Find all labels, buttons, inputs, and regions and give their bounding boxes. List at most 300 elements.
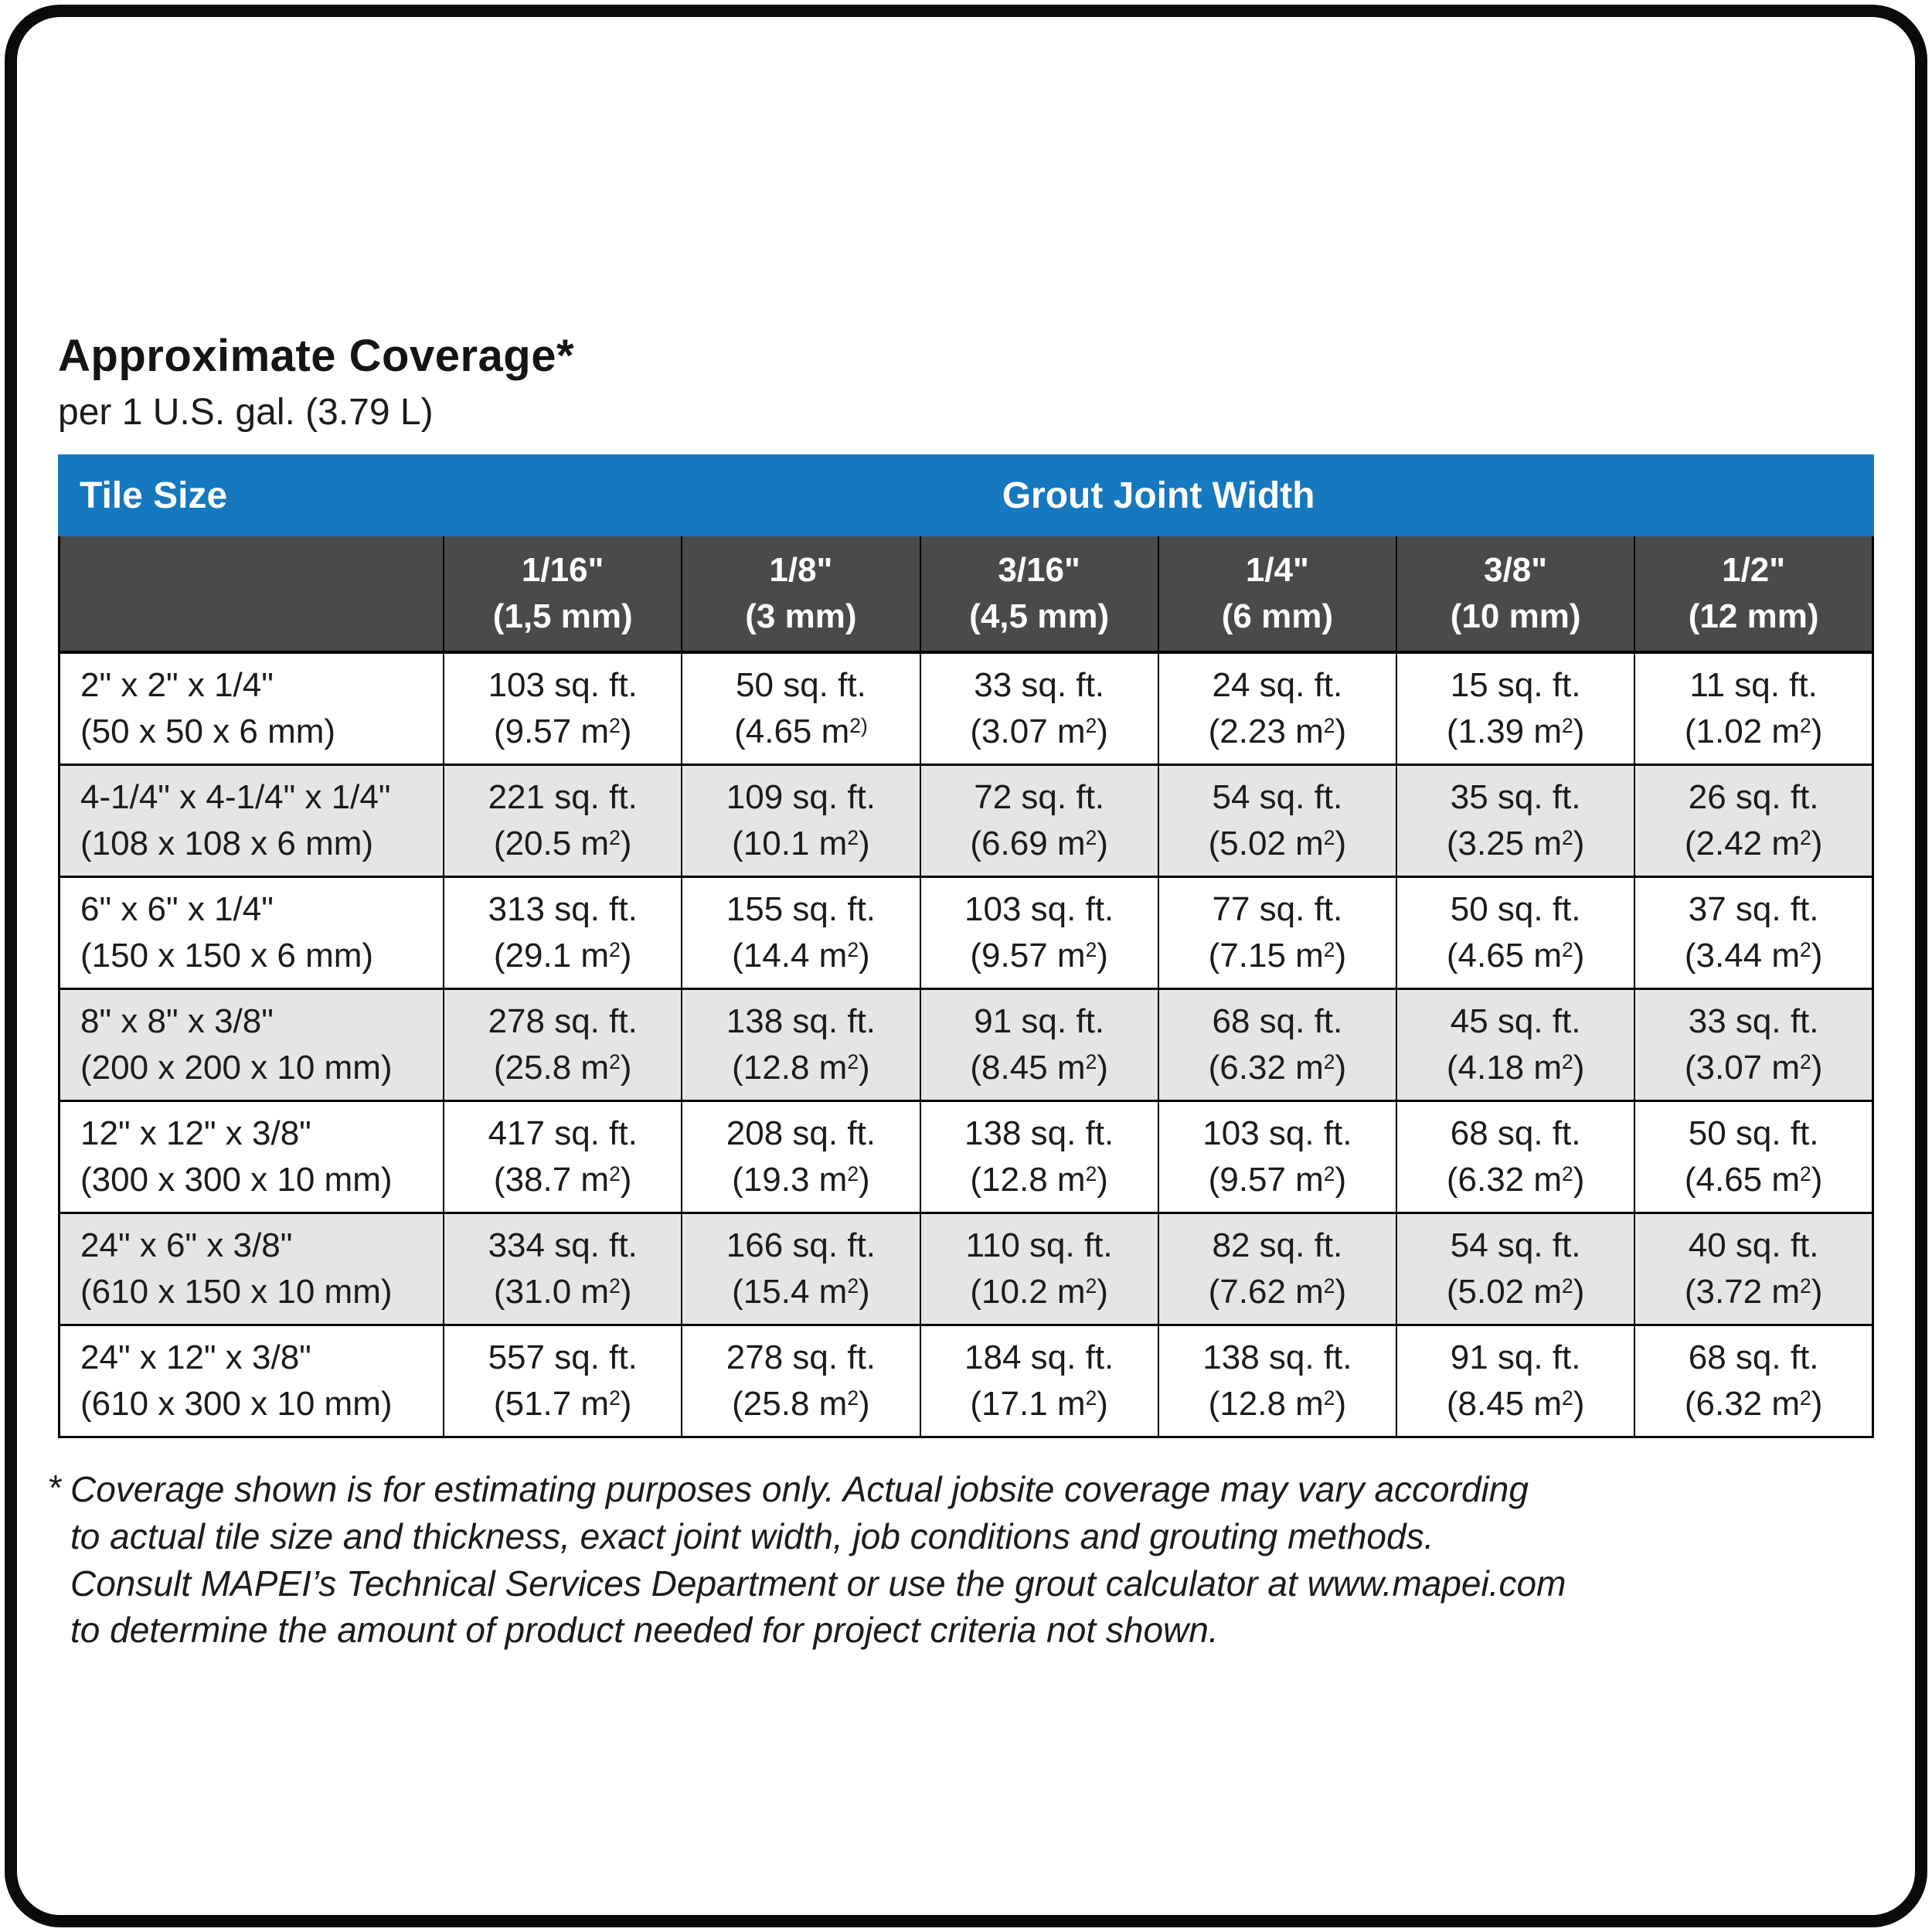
column-metric-label: (4,5 mm) <box>969 597 1110 636</box>
sqft-value: 54 sq. ft. <box>1212 777 1343 816</box>
m2-value <box>1159 1157 1396 1204</box>
m2-text: (3.07 m <box>970 713 1086 751</box>
column-metric-label: (3 mm) <box>745 597 857 636</box>
coverage-cell <box>1634 989 1872 1101</box>
m2-value <box>1635 821 1872 868</box>
m2-close: ) <box>1335 713 1347 751</box>
coverage-cell <box>682 1101 920 1213</box>
coverage-cell <box>682 989 920 1101</box>
coverage-cell <box>920 877 1158 989</box>
coverage-cell <box>1634 1325 1872 1437</box>
tile-size-cell <box>60 652 444 765</box>
coverage-cell <box>444 1325 682 1437</box>
m2-close: ) <box>620 713 632 751</box>
column-size-label: 3/16" <box>998 550 1080 589</box>
tile-size-cell <box>60 1213 444 1325</box>
m2-text: (4.18 m <box>1446 1049 1563 1087</box>
coverage-cell <box>920 765 1158 877</box>
m2-value <box>444 1381 681 1428</box>
m2-superscript: 2 <box>847 1386 859 1410</box>
m2-close: ) <box>859 1273 870 1311</box>
m2-value <box>1159 821 1396 868</box>
m2-value <box>1635 1269 1872 1316</box>
m2-text: (4.65 m <box>1446 937 1563 975</box>
sqft-value: 50 sq. ft. <box>736 665 866 704</box>
m2-text: (5.02 m <box>1208 825 1324 863</box>
sqft-value: 417 sq. ft. <box>488 1114 638 1152</box>
coverage-cell <box>682 877 920 989</box>
m2-superscript: 2 <box>1323 714 1335 738</box>
sqft-value: 77 sq. ft. <box>1212 889 1343 928</box>
m2-close: ) <box>1573 1049 1585 1087</box>
m2-text: (6.32 m <box>1446 1161 1563 1199</box>
m2-superscript: 2 <box>1562 1162 1573 1186</box>
m2-superscript: 2 <box>609 1274 621 1298</box>
sqft-value: 138 sq. ft. <box>964 1114 1114 1152</box>
m2-value <box>1635 1381 1872 1428</box>
coverage-cell <box>920 1101 1158 1213</box>
m2-superscript: 2 <box>1085 938 1097 962</box>
sqft-value: 155 sq. ft. <box>726 889 876 928</box>
sqft-value: 72 sq. ft. <box>974 777 1105 816</box>
column-metric-label: (10 mm) <box>1450 597 1581 636</box>
sqft-value: 24 sq. ft. <box>1212 665 1343 704</box>
sqft-value: 68 sq. ft. <box>1212 1002 1343 1040</box>
m2-value <box>1159 1381 1396 1428</box>
m2-superscript: 2 <box>1323 826 1335 850</box>
m2-superscript: 2 <box>1323 1386 1335 1410</box>
m2-value <box>682 709 919 756</box>
m2-value <box>1397 821 1634 868</box>
table-row <box>60 1101 1873 1213</box>
m2-text: (3.72 m <box>1684 1273 1801 1311</box>
m2-text: (12.8 m <box>970 1161 1086 1199</box>
sqft-value: 103 sq. ft. <box>488 665 638 704</box>
tile-metric-value: (108 x 108 x 6 mm) <box>80 825 374 863</box>
m2-superscript: 2 <box>1323 1050 1335 1074</box>
sqft-value: 68 sq. ft. <box>1450 1114 1581 1152</box>
m2-close: ) <box>1811 1161 1823 1199</box>
m2-text: (7.15 m <box>1208 937 1324 975</box>
sqft-value: 138 sq. ft. <box>1202 1338 1352 1376</box>
m2-superscript: 2 <box>847 826 859 850</box>
coverage-cell <box>444 877 682 989</box>
coverage-cell <box>920 1213 1158 1325</box>
m2-text: (3.44 m <box>1684 937 1801 975</box>
m2-close: ) <box>1335 1385 1347 1423</box>
m2-text: (19.3 m <box>732 1161 848 1199</box>
table-header-bar <box>58 454 1874 536</box>
m2-value <box>1397 1381 1634 1428</box>
tile-size-value: 24" x 12" x 3/8" <box>80 1338 311 1376</box>
column-metric-label: (12 mm) <box>1688 597 1819 636</box>
m2-value <box>921 1157 1158 1204</box>
tile-metric-value: (610 x 150 x 10 mm) <box>80 1273 393 1311</box>
m2-text: (1.02 m <box>1684 713 1801 751</box>
tile-size-cell <box>60 1101 444 1213</box>
coverage-cell <box>1158 989 1396 1101</box>
m2-value <box>1635 709 1872 756</box>
footnote-line: to actual tile size and thickness, exact joint width, job conditions and grouting methods. <box>70 1516 1434 1556</box>
coverage-cell <box>1396 1101 1634 1213</box>
m2-superscript: 2 <box>1800 938 1811 962</box>
coverage-cell <box>1396 765 1634 877</box>
m2-text: (8.45 m <box>970 1049 1086 1087</box>
sqft-value: 68 sq. ft. <box>1688 1338 1819 1376</box>
m2-text: (12.8 m <box>732 1049 848 1087</box>
coverage-cell <box>920 1325 1158 1437</box>
sqft-value: 82 sq. ft. <box>1212 1226 1343 1264</box>
m2-value <box>921 709 1158 756</box>
m2-close: ) <box>859 825 870 863</box>
m2-close: ) <box>620 937 632 975</box>
m2-superscript: 2 <box>609 1162 621 1186</box>
m2-close: ) <box>620 825 632 863</box>
coverage-table-body <box>60 652 1873 1437</box>
m2-value <box>921 1269 1158 1316</box>
coverage-cell <box>444 652 682 765</box>
m2-close: ) <box>1335 1161 1347 1199</box>
sqft-value: 91 sq. ft. <box>974 1002 1105 1040</box>
tile-size-cell <box>60 765 444 877</box>
m2-value <box>1635 1157 1872 1204</box>
m2-text: (15.4 m <box>732 1273 848 1311</box>
m2-value <box>1397 1157 1634 1204</box>
m2-value <box>1397 933 1634 980</box>
coverage-cell <box>444 1213 682 1325</box>
coverage-cell <box>920 989 1158 1101</box>
coverage-cell <box>1158 652 1396 765</box>
m2-text: (5.02 m <box>1446 1273 1563 1311</box>
sqft-value: 109 sq. ft. <box>726 777 876 816</box>
coverage-cell <box>1158 765 1396 877</box>
table-row <box>60 877 1873 989</box>
m2-close: ) <box>1811 1273 1823 1311</box>
sqft-value: 33 sq. ft. <box>974 665 1105 704</box>
m2-close: ) <box>1573 713 1585 751</box>
m2-close: ) <box>620 1049 632 1087</box>
sqft-value: 138 sq. ft. <box>726 1002 876 1040</box>
table-row <box>60 1325 1873 1437</box>
m2-text: (6.32 m <box>1208 1049 1324 1087</box>
footnote-line: to determine the amount of product needed for project criteria not shown. <box>70 1610 1219 1651</box>
coverage-cell <box>682 652 920 765</box>
m2-text: (1.39 m <box>1446 713 1563 751</box>
sqft-value: 45 sq. ft. <box>1450 1002 1581 1040</box>
m2-close: ) <box>620 1273 632 1311</box>
sqft-value: 278 sq. ft. <box>488 1002 638 1040</box>
m2-text: (51.7 m <box>493 1385 610 1423</box>
m2-superscript: 2 <box>1562 714 1573 738</box>
sqft-value: 221 sq. ft. <box>488 777 638 816</box>
column-size-label: 1/2" <box>1722 550 1786 589</box>
m2-close: ) <box>859 1049 870 1087</box>
m2-text: (6.32 m <box>1684 1385 1801 1423</box>
m2-superscript: 2 <box>1562 1386 1573 1410</box>
m2-superscript: 2 <box>1562 938 1573 962</box>
m2-text: (29.1 m <box>493 937 610 975</box>
sqft-value: 103 sq. ft. <box>964 889 1114 928</box>
m2-value <box>1635 933 1872 980</box>
m2-close: ) <box>1097 1385 1108 1423</box>
m2-close: ) <box>1573 937 1585 975</box>
coverage-cell <box>1396 877 1634 989</box>
m2-superscript: 2 <box>1323 1274 1335 1298</box>
m2-text: (7.62 m <box>1208 1273 1324 1311</box>
m2-superscript: 2 <box>1562 1050 1573 1074</box>
m2-superscript: 2) <box>849 714 868 738</box>
m2-superscript: 2 <box>1085 1050 1097 1074</box>
m2-text: (3.25 m <box>1446 825 1563 863</box>
tile-size-value: 6" x 6" x 1/4" <box>80 889 274 928</box>
table-row <box>60 1213 1873 1325</box>
tile-size-cell <box>60 1325 444 1437</box>
m2-value <box>1397 1045 1634 1092</box>
m2-value <box>444 1269 681 1316</box>
m2-close: ) <box>1335 825 1347 863</box>
table-row <box>60 989 1873 1101</box>
column-size-label: 1/8" <box>769 550 833 589</box>
m2-text: (17.1 m <box>970 1385 1086 1423</box>
m2-close: ) <box>1097 1161 1108 1199</box>
sqft-value: 103 sq. ft. <box>1202 1114 1352 1152</box>
m2-close: ) <box>859 1161 870 1199</box>
sqft-value: 40 sq. ft. <box>1688 1226 1819 1264</box>
m2-text: (3.07 m <box>1684 1049 1801 1087</box>
m2-text: (12.8 m <box>1208 1385 1324 1423</box>
corner-cell <box>60 536 444 652</box>
m2-value <box>444 933 681 980</box>
m2-text: (25.8 m <box>732 1385 848 1423</box>
tile-metric-value: (200 x 200 x 10 mm) <box>80 1049 393 1087</box>
m2-superscript: 2 <box>609 1386 621 1410</box>
sqft-value: 37 sq. ft. <box>1688 889 1819 928</box>
coverage-table <box>58 536 1874 1438</box>
sqft-value: 166 sq. ft. <box>726 1226 876 1264</box>
column-size-label: 1/4" <box>1245 550 1309 589</box>
column-header-row <box>60 536 1873 652</box>
coverage-cell <box>1396 989 1634 1101</box>
sqft-value: 110 sq. ft. <box>965 1226 1113 1264</box>
m2-text: (25.8 m <box>493 1049 610 1087</box>
m2-close: ) <box>1811 713 1823 751</box>
m2-text: (9.57 m <box>493 713 610 751</box>
m2-superscript: 2 <box>1085 1274 1097 1298</box>
m2-close: ) <box>620 1161 632 1199</box>
m2-close: ) <box>1335 1273 1347 1311</box>
coverage-cell <box>1158 1213 1396 1325</box>
m2-superscript: 2 <box>1085 826 1097 850</box>
sqft-value: 50 sq. ft. <box>1688 1114 1819 1152</box>
tile-metric-value: (50 x 50 x 6 mm) <box>80 713 336 751</box>
coverage-cell <box>1158 1325 1396 1437</box>
m2-close: ) <box>1573 1161 1585 1199</box>
m2-close: ) <box>1573 1273 1585 1311</box>
m2-text: (10.2 m <box>970 1273 1086 1311</box>
sqft-value: 278 sq. ft. <box>726 1338 876 1376</box>
m2-superscript: 2 <box>1800 1162 1811 1186</box>
tile-size-value: 2" x 2" x 1/4" <box>80 665 274 704</box>
m2-text: (4.65 m <box>734 713 850 751</box>
column-header <box>682 536 920 652</box>
m2-value <box>444 821 681 868</box>
m2-value <box>1159 933 1396 980</box>
m2-close: ) <box>1811 825 1823 863</box>
datasheet-content <box>47 331 1874 1654</box>
m2-close: ) <box>1097 1273 1108 1311</box>
m2-superscript: 2 <box>847 1162 859 1186</box>
coverage-cell <box>682 1325 920 1437</box>
footnote <box>47 1466 1874 1654</box>
m2-superscript: 2 <box>847 1050 859 1074</box>
m2-superscript: 2 <box>1800 714 1811 738</box>
coverage-cell <box>1396 1213 1634 1325</box>
coverage-cell <box>444 765 682 877</box>
m2-close: ) <box>859 937 870 975</box>
m2-value <box>682 1045 919 1092</box>
m2-text: (20.5 m <box>493 825 610 863</box>
coverage-cell <box>1634 1101 1872 1213</box>
tile-size-value: 24" x 6" x 3/8" <box>80 1226 293 1264</box>
m2-superscript: 2 <box>1085 1162 1097 1186</box>
sqft-value: 208 sq. ft. <box>726 1114 876 1152</box>
m2-value <box>1397 1269 1634 1316</box>
m2-close: ) <box>1097 825 1108 863</box>
coverage-cell <box>444 989 682 1101</box>
coverage-cell <box>1396 1325 1634 1437</box>
column-header <box>1634 536 1872 652</box>
tile-metric-value: (300 x 300 x 10 mm) <box>80 1161 393 1199</box>
m2-close: ) <box>1811 937 1823 975</box>
m2-value <box>1159 709 1396 756</box>
coverage-cell <box>444 1101 682 1213</box>
m2-close: ) <box>1097 937 1108 975</box>
m2-superscript: 2 <box>1562 1274 1573 1298</box>
m2-value <box>921 1381 1158 1428</box>
coverage-cell <box>1634 877 1872 989</box>
m2-text: (31.0 m <box>493 1273 610 1311</box>
m2-text: (38.7 m <box>493 1161 610 1199</box>
m2-superscript: 2 <box>1800 826 1811 850</box>
column-size-label: 1/16" <box>521 550 604 589</box>
tile-size-cell <box>60 877 444 989</box>
m2-value <box>1635 1045 1872 1092</box>
tile-size-header: Tile Size <box>80 474 228 516</box>
page-title: Approximate Coverage* <box>58 331 575 381</box>
m2-value <box>682 1157 919 1204</box>
footnote-line: Consult MAPEI’s Technical Services Department or use the grout calculator at www.mapei.com <box>70 1563 1566 1604</box>
m2-value <box>921 821 1158 868</box>
column-size-label: 3/8" <box>1484 550 1548 589</box>
m2-close: ) <box>1097 713 1108 751</box>
m2-value <box>1397 709 1634 756</box>
column-metric-label: (1,5 mm) <box>492 597 633 636</box>
m2-close: ) <box>1811 1385 1823 1423</box>
m2-superscript: 2 <box>847 938 859 962</box>
tile-size-value: 12" x 12" x 3/8" <box>80 1114 311 1152</box>
m2-close: ) <box>859 1385 870 1423</box>
m2-close: ) <box>1097 1049 1108 1087</box>
m2-superscript: 2 <box>847 1274 859 1298</box>
m2-text: (2.23 m <box>1208 713 1324 751</box>
m2-value <box>921 933 1158 980</box>
column-header <box>920 536 1158 652</box>
footnote-asterisk: * <box>47 1468 61 1509</box>
m2-value <box>1159 1269 1396 1316</box>
sqft-value: 33 sq. ft. <box>1688 1002 1819 1040</box>
m2-superscript: 2 <box>609 826 621 850</box>
coverage-cell <box>920 652 1158 765</box>
m2-superscript: 2 <box>1800 1386 1811 1410</box>
m2-close: ) <box>1573 825 1585 863</box>
coverage-cell <box>1634 765 1872 877</box>
m2-value <box>444 1045 681 1092</box>
m2-value <box>682 1381 919 1428</box>
coverage-cell <box>682 1213 920 1325</box>
m2-text: (8.45 m <box>1446 1385 1563 1423</box>
m2-close: ) <box>1811 1049 1823 1087</box>
tile-metric-value: (150 x 150 x 6 mm) <box>80 937 374 975</box>
m2-superscript: 2 <box>1085 714 1097 738</box>
m2-close: ) <box>1335 937 1347 975</box>
footnote-line: Coverage shown is for estimating purposes only. Actual jobsite coverage may vary according <box>70 1469 1529 1510</box>
sqft-value: 26 sq. ft. <box>1688 777 1819 816</box>
sqft-value: 334 sq. ft. <box>488 1226 638 1264</box>
tile-size-cell <box>60 989 444 1101</box>
sqft-value: 15 sq. ft. <box>1450 665 1581 704</box>
m2-superscript: 2 <box>1323 1162 1335 1186</box>
m2-text: (2.42 m <box>1684 825 1801 863</box>
m2-value <box>1159 1045 1396 1092</box>
coverage-cell <box>682 765 920 877</box>
m2-superscript: 2 <box>609 938 621 962</box>
sqft-value: 35 sq. ft. <box>1450 777 1581 816</box>
m2-superscript: 2 <box>1323 938 1335 962</box>
table-row <box>60 652 1873 765</box>
coverage-cell <box>1634 652 1872 765</box>
m2-value <box>682 1269 919 1316</box>
column-metric-label: (6 mm) <box>1221 597 1333 636</box>
m2-value <box>444 1157 681 1204</box>
coverage-cell <box>1396 652 1634 765</box>
coverage-cell <box>1158 1101 1396 1213</box>
m2-superscript: 2 <box>609 714 621 738</box>
sqft-value: 54 sq. ft. <box>1450 1226 1581 1264</box>
sqft-value: 184 sq. ft. <box>964 1338 1114 1376</box>
sqft-value: 11 sq. ft. <box>1689 665 1818 704</box>
sqft-value: 91 sq. ft. <box>1450 1338 1581 1376</box>
column-header <box>444 536 682 652</box>
m2-text: (4.65 m <box>1684 1161 1801 1199</box>
m2-value <box>444 709 681 756</box>
m2-text: (10.1 m <box>732 825 848 863</box>
m2-value <box>682 933 919 980</box>
m2-text: (6.69 m <box>970 825 1086 863</box>
coverage-cell <box>1158 877 1396 989</box>
m2-superscript: 2 <box>1085 1386 1097 1410</box>
column-header <box>1396 536 1634 652</box>
m2-superscript: 2 <box>1800 1050 1811 1074</box>
sqft-value: 557 sq. ft. <box>488 1338 638 1376</box>
tile-size-value: 4-1/4" x 4-1/4" x 1/4" <box>80 777 391 816</box>
m2-value <box>921 1045 1158 1092</box>
m2-close: ) <box>1335 1049 1347 1087</box>
m2-value <box>682 821 919 868</box>
m2-close: ) <box>620 1385 632 1423</box>
tile-metric-value: (610 x 300 x 10 mm) <box>80 1385 393 1423</box>
m2-text: (9.57 m <box>970 937 1086 975</box>
m2-superscript: 2 <box>609 1050 621 1074</box>
